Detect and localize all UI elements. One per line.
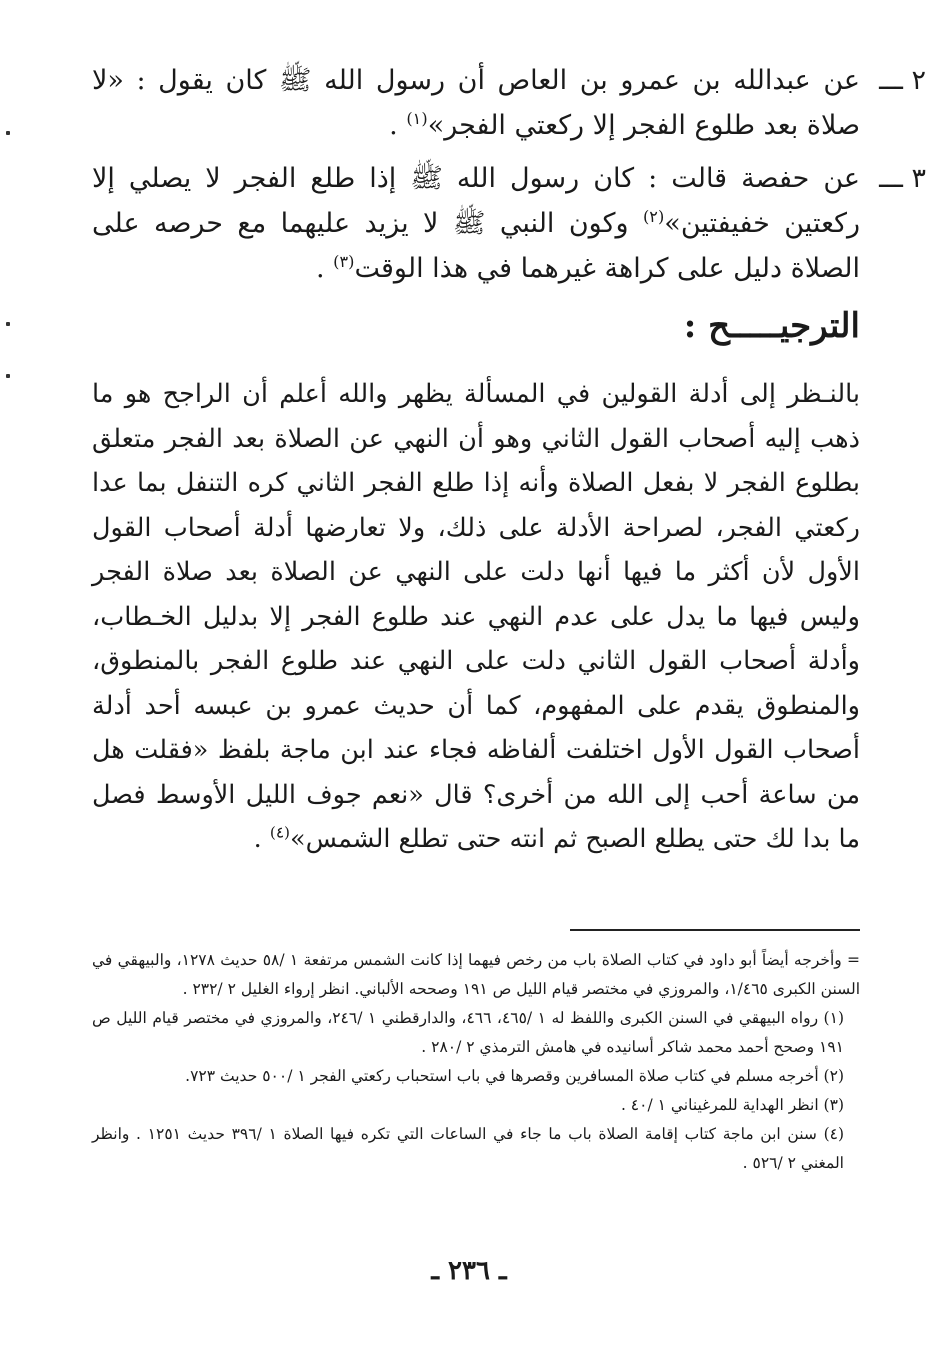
item-text: عن عبدالله بن عمرو بن العاص أن رسول الله ﷺ كان يقول : «لا صلاة بعد طلوع الفجر إلا ركعتي الفجر»$^{(١)}$ . — [92, 65, 860, 141]
footnotes — [92, 946, 860, 1178]
footnote-3: (٣) انظر الهداية للمرغيناني ١ /٤٠ . — [620, 1096, 844, 1114]
body-paragraph: بالنـظر إلى أدلة القولين في المسألة يظهر والله أعلم أن الراجح هو ما ذهب إليه أصحاب القول الثاني وهو أن النهي عن الصلاة بعد الفجر متعلق بطلوع الفجر لا بفعل الصلاة وأنه إذا طلع الفجر الثاني كره التنفل بما عدا ركعتي الفجر، لصراحة الأدلة على ذلك، ولا تعارضها أدلة أصحاب القول الأول لأن أكثر ما فيها أنها دلت على النهي عن الصلاة بعد صلاة الفجر وليس فيها ما يدل على عدم النهي عند طلوع الفجر إلا بدليل الخـطاب، وأدلة أصحاب القول الثاني دلت على النهي عند طلوع الفجر بالمنطوق، والمنطوق يقدم على المفهوم، كما أن حديث عمرو بن عبسه أحد أدلة أصحاب القول الأول اختلفت ألفاظه فجاء عند ابن ماجة بلفظ «فقلت هل من ساعة أحب إلى الله من أخرى؟ قال «نعم جوف الليل الأوسط فصل ما بدا لك حتى يطلع الصبح ثم انته حتى تطلع الشمس»$^{(٤)}$ . — [92, 379, 860, 854]
footnote-1: (١) رواه البيهقي في السنن الكبرى واللفظ له ١ /٤٦٥، ٤٦٦، والدارقطني ١ /٢٤٦، والمروزي في مختصر قيام الليل ص ١٩١ وصحح أحمد محمد شاكر أسانيده في هامش الترمذي ٢ /٢٨٠ . — [92, 1009, 844, 1056]
footnote-continuation: = وأخرجه أيضاً أبو داود في كتاب الصلاة باب من رخص فيهما إذا كانت الشمس مرتفعة ١ /٥٨ حديث ١٢٧٨، والبيهقي في السنن الكبرى ١/٤٦٥، والمروزي في مختصر قيام الليل ص ١٩١ وصححه الألباني. انظر إرواء الغليل ٢ /٢٣٢ . — [92, 951, 860, 998]
hadith-item-3 — [92, 156, 926, 291]
item-text: عن حفصة قالت : كان رسول الله ﷺ إذا طلع الفجر لا يصلي إلا ركعتين خفيفتين»$^{(٢)}$ وكون النبي ﷺ لا يزيد عليهما مع حرصه على الصلاة دليل على كراهة غيرهما في هذا الوقت$^{(٣)}$ . — [92, 163, 861, 284]
margin-mark — [6, 374, 10, 378]
item-number: ٢ ـــ — [879, 65, 926, 96]
footnote-ref[interactable]: (٢) — [642, 207, 665, 226]
page-number: ـ ٢٣٦ ـ — [431, 1256, 507, 1286]
footnote-2: (٢) أخرجه مسلم في كتاب صلاة المسافرين وقصرها في باب استحباب ركعتي الفجر ١ /٥٠٠ حديث ٧٢٣. — [185, 1067, 844, 1085]
item-number: ٣ ـــ — [879, 163, 926, 194]
section-heading: الترجيـــــح : — [683, 306, 860, 346]
footnote-ref[interactable]: (١) — [406, 109, 428, 128]
hadith-item-2 — [92, 58, 926, 148]
margin-mark — [6, 322, 10, 326]
footnote-ref[interactable]: (٤) — [269, 823, 290, 842]
footnote-4: (٤) سنن ابن ماجة كتاب إقامة الصلاة باب ما جاء في الساعات التي تكره فيها الصلاة ١ /٣٩٦ حديث ١٢٥١ . وانظر المغني ٢ /٥٢٦ . — [92, 1125, 845, 1172]
margin-mark — [6, 131, 10, 135]
footnote-ref[interactable]: (٣) — [333, 252, 355, 271]
footnote-separator — [570, 929, 860, 931]
